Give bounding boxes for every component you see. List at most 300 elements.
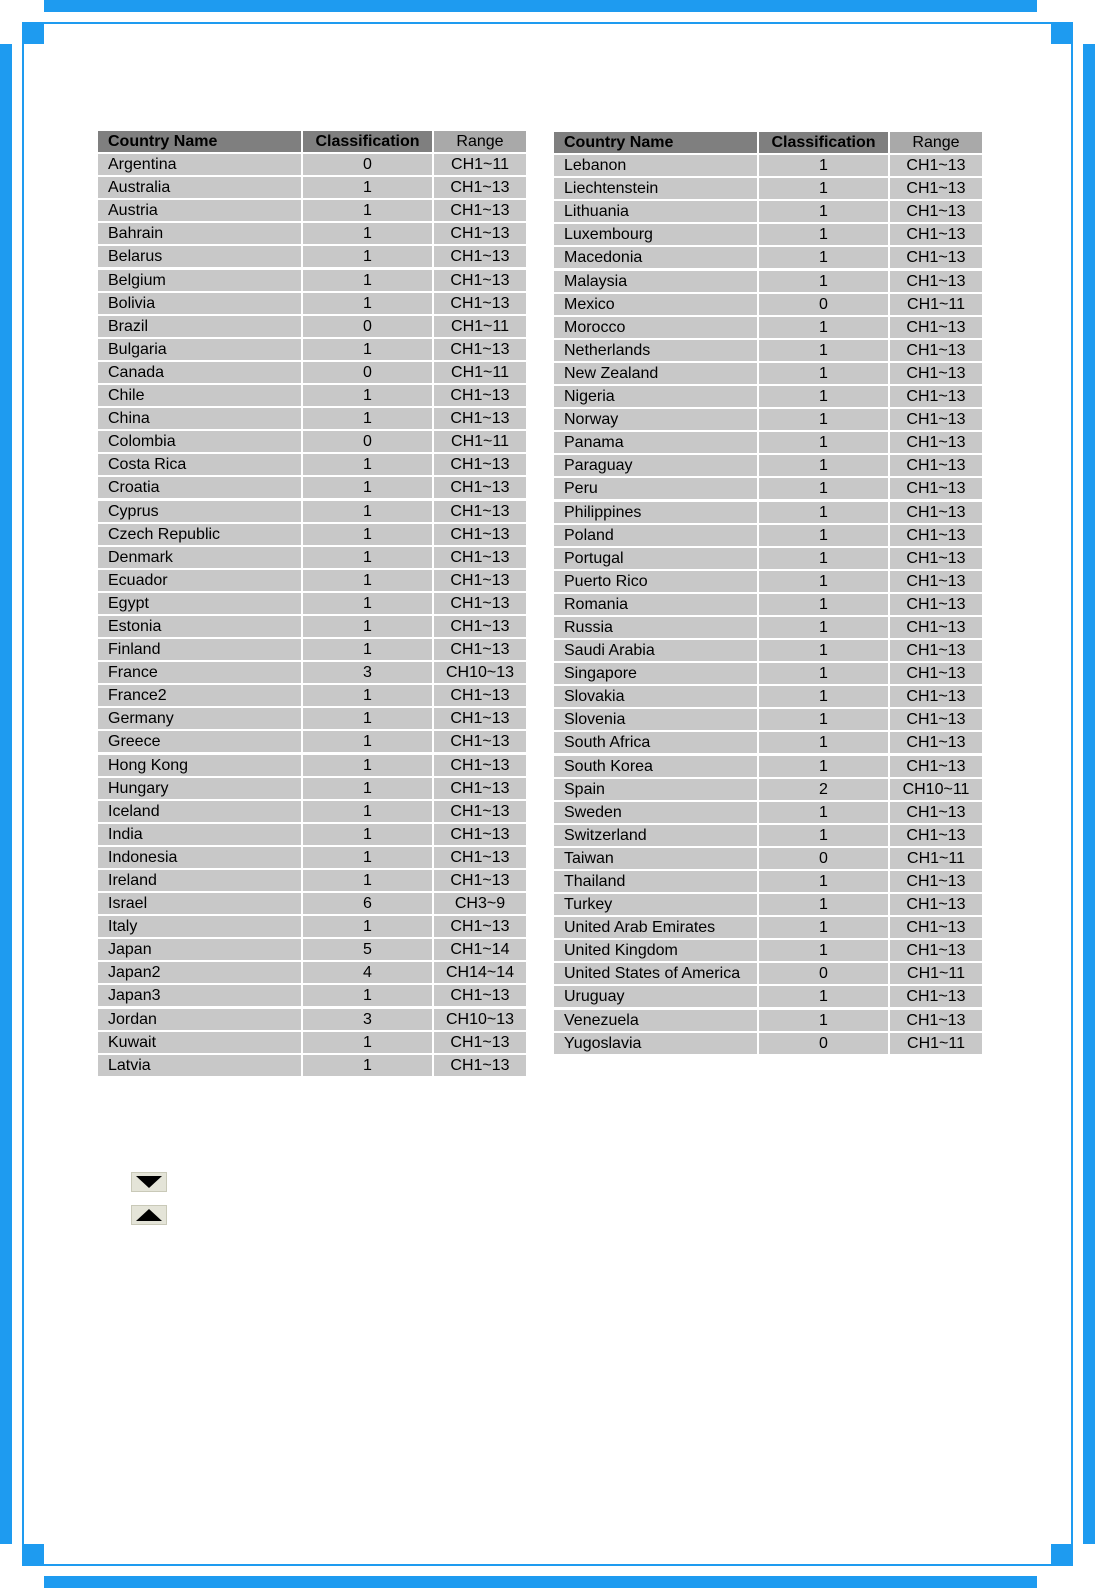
range-cell: CH1~13	[890, 201, 982, 222]
table-row	[98, 616, 526, 637]
country-name-cell: Turkey	[554, 894, 757, 915]
country-name-cell: Peru	[554, 478, 757, 499]
range-cell: CH1~11	[890, 294, 982, 315]
table-header-row	[98, 131, 526, 152]
country-name-cell: China	[98, 408, 301, 429]
table-row	[98, 154, 526, 175]
table-row	[98, 778, 526, 799]
country-name-cell: Lebanon	[554, 155, 757, 176]
table-row	[554, 663, 982, 684]
table-row	[554, 779, 982, 800]
table-row	[98, 362, 526, 383]
table-row	[554, 594, 982, 615]
country-name-cell: Canada	[98, 362, 301, 383]
classification-cell: 1	[303, 570, 432, 591]
classification-cell: 1	[759, 640, 888, 661]
classification-cell: 1	[759, 478, 888, 499]
range-cell: CH1~13	[434, 200, 526, 221]
country-name-cell: Ireland	[98, 870, 301, 891]
classification-cell: 1	[759, 432, 888, 453]
range-cell: CH1~13	[890, 1010, 982, 1031]
country-name-cell: Uruguay	[554, 986, 757, 1007]
classification-cell: 3	[303, 1009, 432, 1030]
country-name-cell: Ecuador	[98, 570, 301, 591]
range-cell: CH1~13	[434, 501, 526, 522]
classification-cell: 1	[759, 802, 888, 823]
table-row	[98, 177, 526, 198]
classification-cell: 1	[759, 455, 888, 476]
country-name-cell: Spain	[554, 779, 757, 800]
table-row	[554, 732, 982, 753]
range-cell: CH1~13	[434, 524, 526, 545]
classification-cell: 1	[303, 200, 432, 221]
classification-cell: 1	[303, 223, 432, 244]
country-name-cell: Australia	[98, 177, 301, 198]
classification-cell: 1	[759, 732, 888, 753]
table-row	[554, 178, 982, 199]
country-name-cell: Romania	[554, 594, 757, 615]
country-name-cell: France	[98, 662, 301, 683]
range-cell: CH1~13	[434, 223, 526, 244]
country-name-cell: Nigeria	[554, 386, 757, 407]
classification-cell: 1	[303, 870, 432, 891]
header-country-name: Country Name	[554, 132, 757, 153]
classification-cell: 1	[303, 616, 432, 637]
classification-cell: 1	[759, 178, 888, 199]
classification-cell: 0	[303, 154, 432, 175]
table-row	[98, 639, 526, 660]
country-name-cell: Hungary	[98, 778, 301, 799]
country-name-cell: Costa Rica	[98, 454, 301, 475]
classification-cell: 1	[303, 547, 432, 568]
table-row	[98, 454, 526, 475]
table-row	[554, 686, 982, 707]
header-range: Range	[434, 131, 526, 152]
country-name-cell: Bolivia	[98, 293, 301, 314]
classification-cell: 1	[759, 709, 888, 730]
range-cell: CH1~13	[434, 246, 526, 267]
table-row	[554, 825, 982, 846]
table-row	[98, 385, 526, 406]
classification-cell: 1	[303, 501, 432, 522]
header-country-name: Country Name	[98, 131, 301, 152]
country-name-cell: Denmark	[98, 547, 301, 568]
table-row	[98, 731, 526, 752]
classification-cell: 1	[759, 594, 888, 615]
classification-cell: 1	[303, 685, 432, 706]
table-row	[554, 525, 982, 546]
triangle-up-icon	[136, 1209, 162, 1221]
country-name-cell: Panama	[554, 432, 757, 453]
classification-cell: 4	[303, 962, 432, 983]
country-name-cell: Paraguay	[554, 455, 757, 476]
range-cell: CH1~13	[890, 825, 982, 846]
classification-cell: 1	[759, 363, 888, 384]
table-row	[554, 802, 982, 823]
table-row	[554, 455, 982, 476]
classification-cell: 0	[759, 294, 888, 315]
classification-cell: 1	[759, 201, 888, 222]
country-name-cell: Hong Kong	[98, 755, 301, 776]
range-cell: CH1~13	[434, 1032, 526, 1053]
range-cell: CH1~13	[890, 871, 982, 892]
range-cell: CH1~13	[890, 732, 982, 753]
country-name-cell: South Africa	[554, 732, 757, 753]
classification-cell: 1	[303, 177, 432, 198]
range-cell: CH1~11	[890, 1033, 982, 1054]
range-cell: CH1~13	[890, 432, 982, 453]
table-row	[554, 756, 982, 777]
range-cell: CH1~13	[890, 455, 982, 476]
country-name-cell: Japan	[98, 939, 301, 960]
classification-cell: 1	[759, 617, 888, 638]
table-row	[554, 1010, 982, 1031]
range-cell: CH1~14	[434, 939, 526, 960]
country-name-cell: Iceland	[98, 801, 301, 822]
table-row	[98, 870, 526, 891]
country-name-cell: Lithuania	[554, 201, 757, 222]
classification-cell: 1	[759, 409, 888, 430]
table-row	[98, 847, 526, 868]
range-cell: CH1~13	[434, 339, 526, 360]
classification-cell: 2	[759, 779, 888, 800]
range-cell: CH1~11	[890, 963, 982, 984]
table-row	[554, 986, 982, 1007]
range-cell: CH1~11	[890, 848, 982, 869]
range-cell: CH1~13	[890, 178, 982, 199]
range-cell: CH1~13	[434, 731, 526, 752]
classification-cell: 1	[303, 801, 432, 822]
table-row	[554, 848, 982, 869]
country-name-cell: Poland	[554, 525, 757, 546]
country-name-cell: Belgium	[98, 270, 301, 291]
classification-cell: 1	[303, 778, 432, 799]
range-cell: CH1~11	[434, 362, 526, 383]
table-row	[554, 502, 982, 523]
range-cell: CH1~13	[434, 847, 526, 868]
classification-cell: 1	[759, 917, 888, 938]
country-name-cell: Greece	[98, 731, 301, 752]
classification-cell: 1	[759, 894, 888, 915]
table-row	[554, 294, 982, 315]
country-name-cell: Luxembourg	[554, 224, 757, 245]
country-name-cell: Croatia	[98, 477, 301, 498]
classification-cell: 1	[303, 270, 432, 291]
range-cell: CH1~13	[434, 547, 526, 568]
country-name-cell: Portugal	[554, 548, 757, 569]
table-row	[554, 709, 982, 730]
classification-cell: 0	[759, 1033, 888, 1054]
table-row	[98, 824, 526, 845]
range-cell: CH1~13	[890, 709, 982, 730]
classification-cell: 1	[303, 339, 432, 360]
scroll-up-button[interactable]	[131, 1205, 167, 1225]
classification-cell: 0	[759, 848, 888, 869]
table-row	[554, 271, 982, 292]
header-classification: Classification	[759, 132, 888, 153]
country-name-cell: Russia	[554, 617, 757, 638]
country-name-cell: Israel	[98, 893, 301, 914]
table-row	[554, 317, 982, 338]
classification-cell: 1	[759, 386, 888, 407]
classification-cell: 1	[759, 986, 888, 1007]
range-cell: CH1~13	[890, 756, 982, 777]
table-row	[98, 662, 526, 683]
table-row	[98, 547, 526, 568]
table-row	[554, 432, 982, 453]
classification-cell: 1	[759, 155, 888, 176]
range-cell: CH1~13	[890, 478, 982, 499]
table-row	[98, 962, 526, 983]
range-cell: CH1~13	[890, 686, 982, 707]
table-row	[554, 155, 982, 176]
classification-cell: 1	[303, 524, 432, 545]
classification-cell: 1	[759, 525, 888, 546]
range-cell: CH10~11	[890, 779, 982, 800]
classification-cell: 1	[303, 1055, 432, 1076]
range-cell: CH1~13	[890, 802, 982, 823]
country-name-cell: Taiwan	[554, 848, 757, 869]
table-row	[98, 755, 526, 776]
table-row	[554, 1033, 982, 1054]
classification-cell: 1	[759, 502, 888, 523]
classification-cell: 1	[303, 824, 432, 845]
range-cell: CH1~13	[434, 801, 526, 822]
range-cell: CH1~13	[890, 155, 982, 176]
range-cell: CH1~13	[434, 824, 526, 845]
country-name-cell: Macedonia	[554, 247, 757, 268]
classification-cell: 1	[759, 271, 888, 292]
country-name-cell: South Korea	[554, 756, 757, 777]
range-cell: CH14~14	[434, 962, 526, 983]
table-row	[98, 339, 526, 360]
header-classification: Classification	[303, 131, 432, 152]
scroll-down-button[interactable]	[131, 1172, 167, 1192]
table-header-row	[554, 132, 982, 153]
country-name-cell: Jordan	[98, 1009, 301, 1030]
country-name-cell: Norway	[554, 409, 757, 430]
header-range: Range	[890, 132, 982, 153]
classification-cell: 1	[303, 385, 432, 406]
table-row	[98, 223, 526, 244]
range-cell: CH1~13	[890, 571, 982, 592]
table-row	[554, 917, 982, 938]
range-cell: CH1~13	[890, 525, 982, 546]
table-row	[554, 871, 982, 892]
classification-cell: 1	[759, 940, 888, 961]
classification-cell: 1	[759, 571, 888, 592]
country-name-cell: Finland	[98, 639, 301, 660]
table-row	[98, 593, 526, 614]
country-name-cell: France2	[98, 685, 301, 706]
range-cell: CH1~13	[434, 870, 526, 891]
range-cell: CH1~13	[434, 593, 526, 614]
country-name-cell: New Zealand	[554, 363, 757, 384]
range-cell: CH1~13	[890, 640, 982, 661]
table-row	[554, 247, 982, 268]
range-cell: CH1~13	[434, 1055, 526, 1076]
range-cell: CH10~13	[434, 1009, 526, 1030]
frame-left-bar	[0, 44, 12, 1544]
range-cell: CH1~13	[890, 363, 982, 384]
country-name-cell: Indonesia	[98, 847, 301, 868]
classification-cell: 1	[759, 340, 888, 361]
range-cell: CH1~13	[434, 778, 526, 799]
table-row	[98, 246, 526, 267]
country-name-cell: Latvia	[98, 1055, 301, 1076]
classification-cell: 0	[759, 963, 888, 984]
country-name-cell: Netherlands	[554, 340, 757, 361]
country-name-cell: Kuwait	[98, 1032, 301, 1053]
range-cell: CH1~13	[434, 293, 526, 314]
range-cell: CH1~13	[890, 663, 982, 684]
country-name-cell: Argentina	[98, 154, 301, 175]
range-cell: CH1~13	[890, 502, 982, 523]
frame-bottom-bar	[44, 1576, 1037, 1588]
country-name-cell: Chile	[98, 385, 301, 406]
classification-cell: 1	[303, 847, 432, 868]
table-row	[98, 431, 526, 452]
range-cell: CH1~13	[890, 548, 982, 569]
table-row	[98, 801, 526, 822]
country-name-cell: Brazil	[98, 316, 301, 337]
table-row	[554, 386, 982, 407]
range-cell: CH1~13	[890, 594, 982, 615]
table-row	[554, 940, 982, 961]
country-name-cell: Venezuela	[554, 1010, 757, 1031]
table-row	[98, 270, 526, 291]
range-cell: CH1~13	[434, 454, 526, 475]
table-row	[554, 478, 982, 499]
table-row	[98, 1032, 526, 1053]
range-cell: CH1~13	[434, 385, 526, 406]
table-row	[98, 293, 526, 314]
classification-cell: 0	[303, 431, 432, 452]
table-row	[98, 985, 526, 1006]
range-cell: CH1~13	[434, 755, 526, 776]
country-name-cell: Japan3	[98, 985, 301, 1006]
frame-corner-tl	[22, 22, 44, 44]
classification-cell: 1	[303, 246, 432, 267]
table-row	[554, 548, 982, 569]
range-cell: CH1~13	[890, 894, 982, 915]
range-cell: CH1~11	[434, 154, 526, 175]
classification-cell: 1	[303, 293, 432, 314]
table-row	[98, 570, 526, 591]
table-row	[98, 477, 526, 498]
country-name-cell: India	[98, 824, 301, 845]
frame-top-bar	[44, 0, 1037, 12]
range-cell: CH1~13	[434, 639, 526, 660]
country-name-cell: Puerto Rico	[554, 571, 757, 592]
classification-cell: 1	[303, 639, 432, 660]
classification-cell: 1	[759, 317, 888, 338]
classification-cell: 1	[759, 224, 888, 245]
range-cell: CH1~13	[434, 177, 526, 198]
country-name-cell: Cyprus	[98, 501, 301, 522]
country-name-cell: Philippines	[554, 502, 757, 523]
country-name-cell: Italy	[98, 916, 301, 937]
table-row	[98, 408, 526, 429]
table-row	[98, 316, 526, 337]
classification-cell: 1	[759, 756, 888, 777]
table-row	[98, 685, 526, 706]
country-name-cell: Bulgaria	[98, 339, 301, 360]
country-name-cell: Belarus	[98, 246, 301, 267]
classification-cell: 1	[303, 477, 432, 498]
classification-cell: 1	[303, 916, 432, 937]
country-name-cell: Czech Republic	[98, 524, 301, 545]
table-row	[554, 894, 982, 915]
range-cell: CH1~13	[890, 617, 982, 638]
classification-cell: 1	[759, 686, 888, 707]
country-name-cell: United Kingdom	[554, 940, 757, 961]
country-name-cell: Mexico	[554, 294, 757, 315]
table-row	[98, 1009, 526, 1030]
country-name-cell: United Arab Emirates	[554, 917, 757, 938]
range-cell: CH1~13	[434, 916, 526, 937]
classification-cell: 5	[303, 939, 432, 960]
range-cell: CH1~13	[434, 477, 526, 498]
country-table-right	[554, 132, 982, 1056]
table-row	[554, 617, 982, 638]
range-cell: CH10~13	[434, 662, 526, 683]
classification-cell: 1	[759, 1010, 888, 1031]
range-cell: CH1~13	[890, 940, 982, 961]
table-row	[554, 409, 982, 430]
range-cell: CH1~13	[434, 570, 526, 591]
classification-cell: 1	[759, 663, 888, 684]
table-row	[554, 201, 982, 222]
range-cell: CH1~13	[434, 708, 526, 729]
country-name-cell: Sweden	[554, 802, 757, 823]
range-cell: CH1~13	[890, 917, 982, 938]
table-row	[554, 363, 982, 384]
table-row	[98, 708, 526, 729]
country-name-cell: Liechtenstein	[554, 178, 757, 199]
range-cell: CH1~13	[890, 247, 982, 268]
frame-right-bar	[1083, 44, 1095, 1544]
table-row	[554, 963, 982, 984]
frame-corner-tr	[1051, 22, 1073, 44]
classification-cell: 0	[303, 316, 432, 337]
classification-cell: 1	[303, 408, 432, 429]
country-name-cell: Slovakia	[554, 686, 757, 707]
country-name-cell: Austria	[98, 200, 301, 221]
classification-cell: 1	[759, 247, 888, 268]
table-row	[554, 571, 982, 592]
frame-corner-bl	[22, 1544, 44, 1566]
classification-cell: 1	[759, 871, 888, 892]
range-cell: CH1~13	[434, 408, 526, 429]
classification-cell: 1	[303, 985, 432, 1006]
range-cell: CH1~13	[434, 685, 526, 706]
country-name-cell: Switzerland	[554, 825, 757, 846]
classification-cell: 0	[303, 362, 432, 383]
table-row	[98, 939, 526, 960]
country-name-cell: Saudi Arabia	[554, 640, 757, 661]
range-cell: CH1~13	[890, 986, 982, 1007]
triangle-down-icon	[136, 1176, 162, 1188]
classification-cell: 1	[759, 548, 888, 569]
country-name-cell: Colombia	[98, 431, 301, 452]
classification-cell: 1	[303, 731, 432, 752]
range-cell: CH1~13	[434, 985, 526, 1006]
range-cell: CH1~13	[890, 340, 982, 361]
country-name-cell: Egypt	[98, 593, 301, 614]
classification-cell: 3	[303, 662, 432, 683]
country-name-cell: Thailand	[554, 871, 757, 892]
